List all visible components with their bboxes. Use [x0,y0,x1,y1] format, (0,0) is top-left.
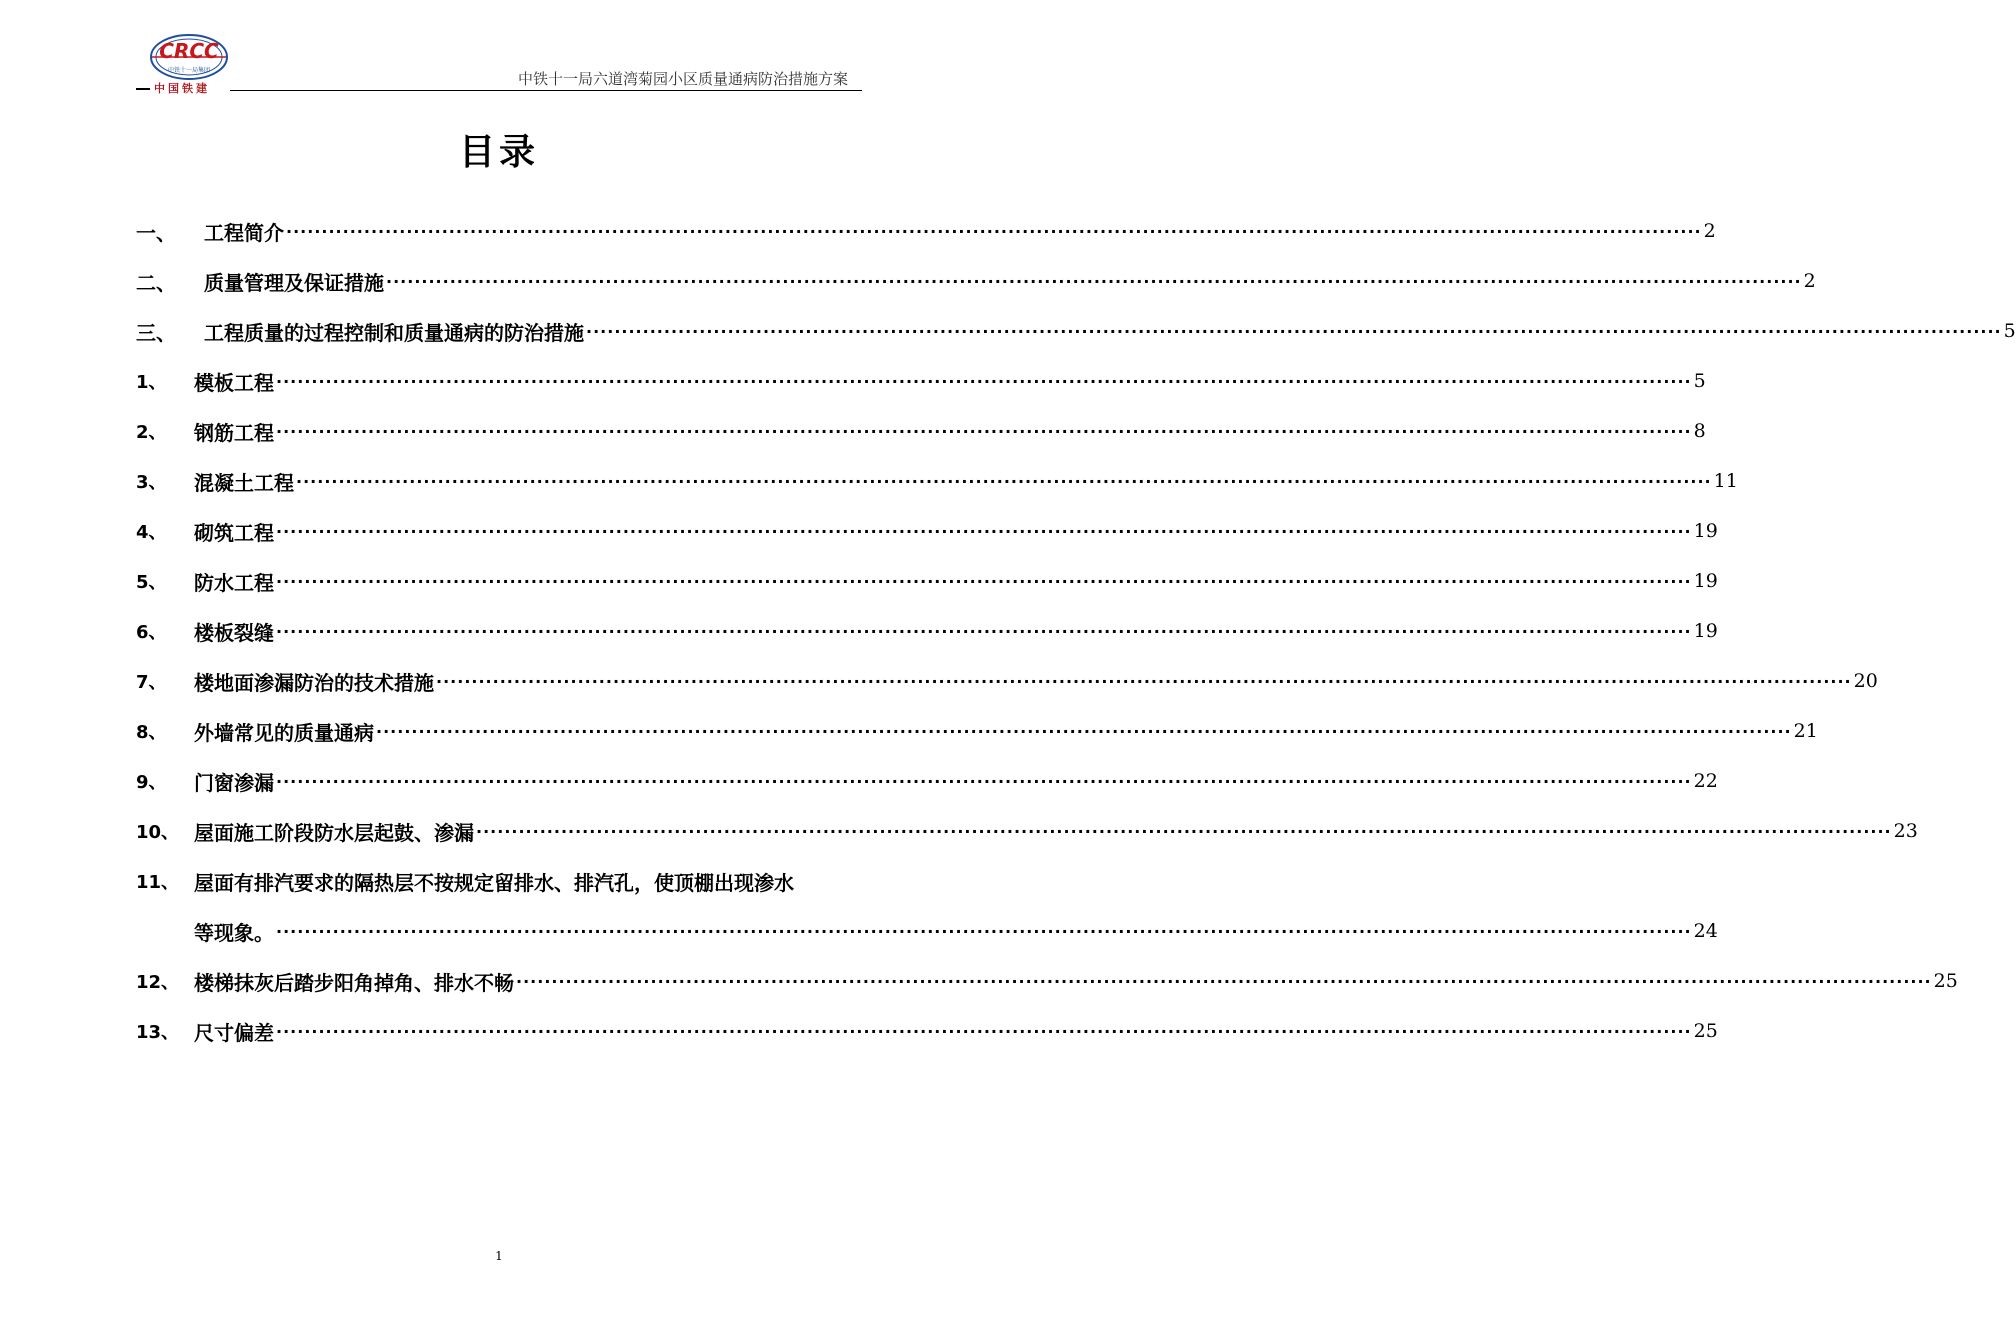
page-header [130,28,862,94]
toc-entry-label: 楼板裂缝 [194,620,274,645]
toc-entry[interactable] [136,806,1918,856]
toc-leader-dots: ········································································································································································································ [276,521,1692,541]
toc-entry-number: 2、 [136,422,167,443]
toc-entry[interactable] [136,856,862,906]
toc-entry-number: 8、 [136,722,167,743]
toc-entry-page: 24 [1693,920,1718,942]
toc-entry-number: 7、 [136,672,167,693]
toc-leader-dots: ········································································································································································································ [386,271,1802,291]
toc-entry-page: 11 [1713,470,1738,492]
toc-entry-page: 21 [1793,720,1818,742]
toc-entry-number: 4、 [136,522,167,543]
toc-entry-label-continued: 等现象。 [194,920,274,945]
toc-leader-dots: ········································································································································································································ [586,321,2002,341]
toc-entry-page: 19 [1693,520,1718,542]
toc-leader-dots: ········································································································································································································ [436,671,1852,691]
table-of-contents [136,206,2016,1056]
document-title: 目录 [458,132,539,173]
logo-dash [136,88,150,90]
toc-leader-dots: ········································································································································································································ [276,771,1692,791]
toc-entry[interactable] [136,506,1718,556]
toc-entry-label: 尺寸偏差 [194,1020,274,1045]
toc-entry[interactable] [136,556,1718,606]
toc-entry-continuation[interactable] [136,906,1718,956]
toc-entry-number: 二、 [136,270,176,295]
toc-entry-label: 防水工程 [194,570,274,595]
toc-entry-label: 混凝土工程 [194,470,294,495]
logo-subtext: 中铁十一局集团 [167,67,211,74]
toc-entry-number: 9、 [136,772,167,793]
toc-entry-number: 5、 [136,572,167,593]
toc-entry-label: 钢筋工程 [194,420,274,445]
toc-leader-dots: ········································································································································································································ [276,421,1692,441]
toc-leader-dots: ········································································································································································································ [276,571,1692,591]
toc-entry-label: 屋面施工阶段防水层起鼓、渗漏 [194,820,474,845]
toc-entry-page: 22 [1693,770,1718,792]
toc-entry-page: 23 [1893,820,1918,842]
toc-entry-number: 一、 [136,220,176,245]
toc-entry[interactable] [136,456,1738,506]
toc-entry-page: 19 [1693,620,1718,642]
toc-leader-dots: ········································································································································································································ [276,921,1692,941]
toc-entry-page: 2 [1803,270,1816,292]
logo-text: CRCC [159,39,219,63]
toc-entry-page: 19 [1693,570,1718,592]
toc-entry[interactable] [136,706,1818,756]
toc-leader-dots: ········································································································································································································ [286,221,1702,241]
toc-entry[interactable] [136,756,1718,806]
toc-leader-dots: ········································································································································································································ [276,1021,1692,1041]
toc-entry[interactable] [136,606,1718,656]
toc-entry-page: 20 [1853,670,1878,692]
toc-entry[interactable] [136,956,1958,1006]
toc-leader-dots: ········································································································································································································ [296,471,1712,491]
toc-entry-label: 楼梯抹灰后踏步阳角掉角、排水不畅 [194,970,514,995]
logo-caption [136,80,246,96]
toc-entry-label: 模板工程 [194,370,274,395]
toc-entry-number: 10、 [136,822,180,843]
toc-entry-label: 工程简介 [204,220,284,245]
toc-entry-page: 2 [1703,220,1716,242]
toc-entry-label: 外墙常见的质量通病 [194,720,374,745]
toc-entry-label: 工程质量的过程控制和质量通病的防治措施 [204,320,584,345]
toc-entry-label: 质量管理及保证措施 [204,270,384,295]
toc-entry-number: 13、 [136,1022,180,1043]
toc-entry[interactable] [136,356,1706,406]
toc-entry-number: 11、 [136,872,180,893]
toc-entry-page: 25 [1693,1020,1718,1042]
logo-caption-text: 中国铁建 [154,82,210,95]
toc-entry[interactable] [136,656,1878,706]
toc-entry[interactable] [136,256,1816,306]
header-rule [230,90,862,91]
toc-entry-page: 25 [1933,970,1958,992]
header-title: 中铁十一局六道湾菊园小区质量通病防治措施方案 [517,70,848,88]
toc-entry-number: 三、 [136,320,176,345]
toc-entry-page: 5 [1693,370,1706,392]
toc-entry-number: 1、 [136,372,167,393]
crcc-logo-icon [148,32,230,82]
toc-entry[interactable] [136,406,1706,456]
toc-leader-dots: ········································································································································································································ [276,371,1692,391]
toc-entry-number: 6、 [136,622,167,643]
toc-entry-label: 砌筑工程 [194,520,274,545]
toc-entry-label: 楼地面渗漏防治的技术措施 [194,670,434,695]
toc-entry[interactable] [136,206,1716,256]
toc-entry-label: 门窗渗漏 [194,770,274,795]
toc-entry-page: 5 [2003,320,2016,342]
toc-entry-label: 屋面有排汽要求的隔热层不按规定留排水、排汽孔，使顶棚出现渗水 [194,870,794,895]
toc-leader-dots: ········································································································································································································ [476,821,1892,841]
toc-entry[interactable] [136,306,2016,356]
toc-entry[interactable] [136,1006,1718,1056]
toc-leader-dots: ········································································································································································································ [276,621,1692,641]
toc-entry-page: 8 [1693,420,1706,442]
toc-entry-number: 12、 [136,972,180,993]
toc-leader-dots: ········································································································································································································ [516,971,1932,991]
toc-entry-number: 3、 [136,472,167,493]
toc-leader-dots: ········································································································································································································ [376,721,1792,741]
page-number: 1 [495,1249,503,1263]
